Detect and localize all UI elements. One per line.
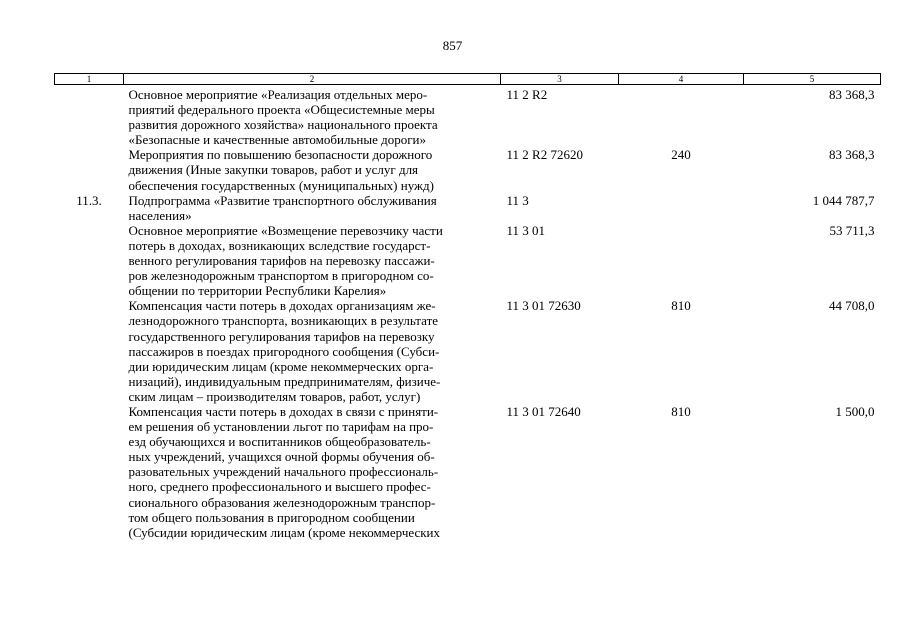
description-line: ем решения об установлении льгот по тарифам на про- [128, 419, 434, 435]
row-description [124, 147, 501, 192]
target-article-code: 11 2 R2 [506, 87, 548, 102]
table-row [55, 147, 881, 192]
amount-value: 53 711,3 [829, 222, 875, 238]
row-description [124, 298, 501, 404]
description-line: развития дорожного хозяйства» национального проекта [128, 117, 438, 133]
row-number [55, 404, 124, 540]
target-article-code: 11 3 01 [506, 222, 546, 238]
row-number [55, 85, 124, 148]
description-line: лезнодорожного транспорта, возникающих в результате [128, 313, 439, 329]
table-row [55, 404, 881, 540]
description-line: обеспечения государственных (муниципальных) нужд) [128, 177, 434, 193]
table-row [55, 193, 881, 223]
description-line: езд обучающихся и воспитанников общеобразователь- [128, 434, 431, 450]
target-article-code: 11 3 01 72630 [506, 298, 581, 314]
description-line: потерь в доходах, возникающих вследствие государст- [128, 237, 431, 253]
row-number [55, 223, 124, 298]
description-line: том общего пользования в пригородном сообщении [128, 509, 415, 525]
description-line: дии юридическим лицам (кроме некоммерческих орга- [128, 358, 434, 374]
table-row [55, 223, 881, 298]
page-number: 857 [442, 38, 463, 53]
column-header-3: 3 [501, 74, 619, 85]
budget-table [54, 73, 881, 540]
description-line: ного, среднего профессионального и высшего профес- [128, 479, 431, 495]
description-line: ных учреждений, учащихся очной формы обучения об- [128, 449, 435, 465]
table-body [55, 85, 881, 540]
description-line: общении по территории Республики Карелия» [128, 283, 387, 299]
column-header-2: 2 [124, 74, 501, 85]
row-description [124, 193, 501, 223]
description-line: Мероприятия по повышению безопасности дорожного [128, 147, 433, 163]
description-line: Основное мероприятие «Возмещение перевозчику части [128, 222, 443, 238]
column-header-1: 1 [55, 74, 124, 85]
expense-type-code [619, 193, 744, 223]
row-number: 11.3. [76, 192, 102, 208]
row-description [124, 85, 501, 148]
description-line: Основное мероприятие «Реализация отдельных меро- [128, 87, 428, 102]
row-description [124, 404, 501, 540]
expense-type-code: 810 [671, 403, 691, 419]
description-line: «Безопасные и качественные автомобильные дороги» [128, 132, 426, 148]
description-line: движения (Иные закупки товаров, работ и услуг для [128, 162, 419, 178]
description-line: (Субсидии юридическим лицам (кроме некоммерческих [128, 524, 441, 540]
target-article-code: 11 2 R2 72620 [506, 147, 583, 163]
amount-value: 1 044 787,7 [812, 192, 875, 208]
description-line: государственного регулирования тарифов на перевозку [128, 328, 435, 344]
expense-type-code [619, 223, 744, 298]
target-article-code: 11 3 [506, 192, 529, 208]
description-line: сионального образования железнодорожным транспор- [128, 494, 436, 510]
expense-type-code [619, 85, 744, 148]
description-line: разовательных учреждений начального профессиональ- [128, 464, 439, 480]
column-header-5: 5 [744, 74, 881, 85]
amount-value: 83 368,3 [829, 147, 875, 163]
description-line: приятий федерального проекта «Общесистемные меры [128, 102, 435, 118]
description-line: Подпрограмма «Развитие транспортного обслуживания [128, 192, 437, 208]
table-row [55, 298, 881, 404]
description-line: ров железнодорожным транспортом в пригородном со- [128, 268, 434, 284]
amount-value: 44 708,0 [829, 298, 875, 314]
amount-value: 83 368,3 [829, 87, 875, 102]
description-line: населения» [128, 207, 192, 223]
description-line: венного регулирования тарифов на перевозку пассажи- [128, 253, 435, 269]
description-line: Компенсация части потерь в доходах в связи с приняти- [128, 403, 439, 419]
table-header-row [55, 74, 881, 85]
column-header-4: 4 [619, 74, 744, 85]
row-description [124, 223, 501, 298]
description-line: низаций), индивидуальным предпринимателям, физиче- [128, 373, 441, 389]
row-number [55, 298, 124, 404]
expense-type-code: 810 [671, 298, 691, 314]
table-row [55, 85, 881, 148]
description-line: Компенсация части потерь в доходах организациям же- [128, 298, 436, 314]
description-line: пассажиров в поездах пригородного сообщения (Субси- [128, 343, 440, 359]
target-article-code: 11 3 01 72640 [506, 403, 581, 419]
row-number [55, 147, 124, 192]
expense-type-code: 240 [671, 147, 691, 163]
amount-value: 1 500,0 [835, 403, 875, 419]
description-line: ским лицам – производителям товаров, работ, услуг) [128, 388, 421, 404]
